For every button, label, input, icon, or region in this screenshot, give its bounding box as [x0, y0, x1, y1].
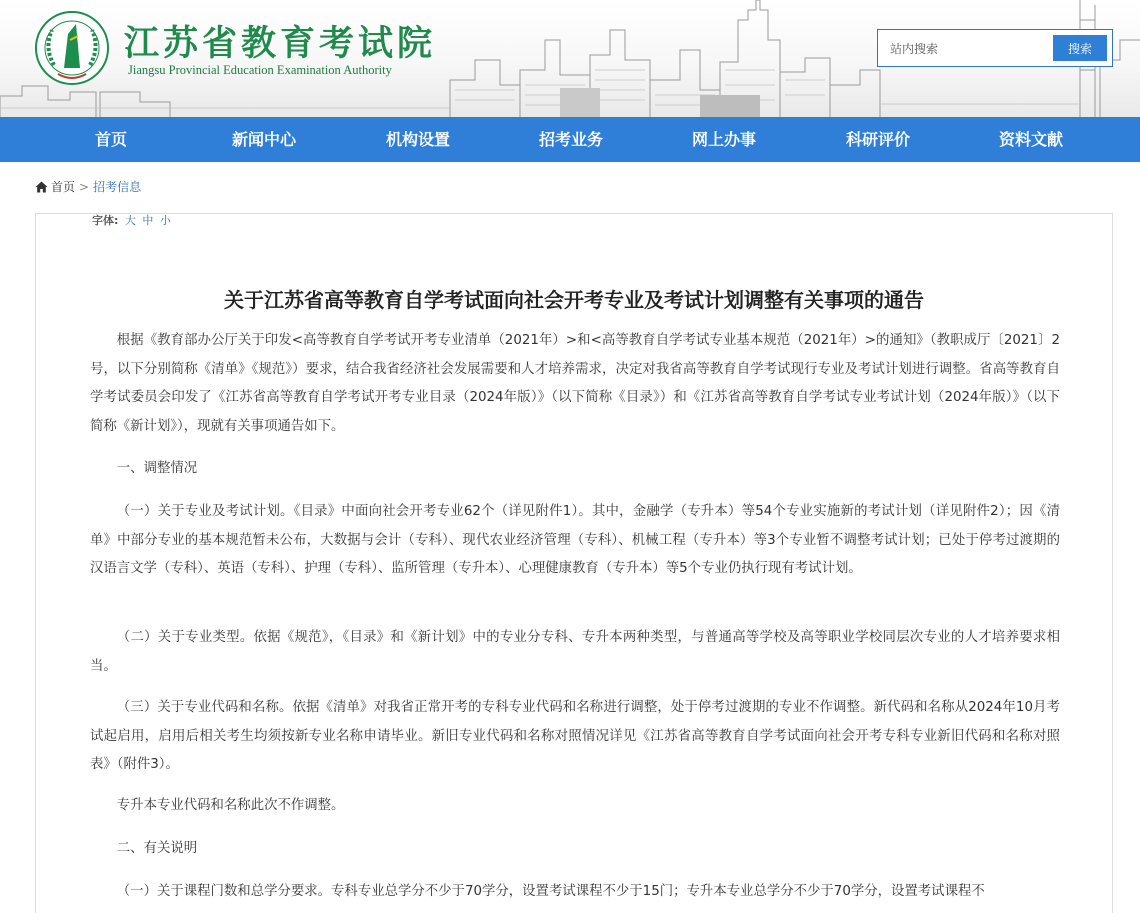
article-title: 关于江苏省高等教育自学考试面向社会开考专业及考试计划调整有关事项的通告	[224, 288, 924, 312]
main-nav	[0, 117, 1140, 162]
font-size-medium[interactable]: 中	[142, 214, 154, 227]
org-name-cn[interactable]: 江苏省教育考试院	[124, 23, 437, 64]
site-header	[0, 0, 1140, 117]
nav-item-research[interactable]: 科研评价	[845, 130, 910, 149]
article-paragraph: （一）关于课程门数和总学分要求。专科专业总学分不少于70学分，设置考试课程不少于15门；专升本专业总学分不少于70学分，设置考试课程不	[116, 884, 985, 899]
nav-item-organization[interactable]: 机构设置	[385, 130, 450, 149]
search-input[interactable]	[882, 34, 1062, 64]
breadcrumb-current-link[interactable]: 招考信息	[93, 180, 142, 194]
article-paragraph: （三）关于专业代码和名称。依据《清单》对我省正常开考的专科专业代码和名称进行调整，处于停考过渡期的专业不作调整。新代码和名称从2024年10月考试起启用，启用后相关考生均须按新专业名称申请毕业。新旧专业代码和名称对照情况详见《江苏省高等教育自学考试面向社会开考专科专业新旧代码和名称对照表》（附件3）。	[90, 700, 1060, 772]
search-box	[877, 29, 1113, 67]
nav-item-home[interactable]: 首页	[94, 130, 127, 149]
section-heading: 二、有关说明	[116, 841, 198, 856]
article-paragraph: （一）关于专业及考试计划。《目录》中面向社会开考专业62个（详见附件1）。其中，金融学（专升本）等54个专业实施新的考试计划（详见附件2）；因《清单》中部分专业的基本规范暂未公布，大数据与会计（专科）、现代农业经济管理（专科）、机械工程（专升本）等3个专业暂不调整考试计划；已处于停考过渡期的汉语言文学（专科）、英语（专科）、护理（专科）、监所管理（专升本）、心理健康教育（专升本）等5个专业仍执行现有考试计划。	[90, 504, 1060, 576]
article-panel	[35, 213, 1113, 913]
search-button[interactable]: 搜索	[1053, 35, 1107, 61]
home-icon	[35, 181, 48, 193]
nav-item-news[interactable]: 新闻中心	[231, 130, 296, 149]
breadcrumb-separator: >	[79, 180, 90, 194]
article-paragraph: 根据《教育部办公厅关于印发<高等教育自学考试开考专业清单（2021年）>和<高等教育自学考试专业基本规范（2021年）>的通知》（教职成厅〔2021〕2号，以下分别简称《清单》《规范》）要求，结合我省经济社会发展需要和人才培养需求，决定对我省高等教育自学考试现行专业及考试计划进行调整。省高等教育自学考试委员会印发了《江苏省高等教育自学考试开考专业目录（2024年版）》（以下简称《目录》）和《江苏省高等教育自学考试专业考试计划（2024年版）》（以下简称《新计划》），现就有关事项通告如下。	[90, 333, 1060, 434]
font-size-large[interactable]: 大	[124, 214, 136, 227]
font-size-switcher	[92, 212, 171, 228]
nav-item-online-services[interactable]: 网上办事	[691, 130, 756, 149]
breadcrumb	[35, 178, 141, 196]
font-size-small[interactable]: 小	[159, 214, 171, 227]
org-name-en: Jiangsu Provincial Education Examination Authority	[128, 63, 392, 77]
nav-item-documents[interactable]: 资料文献	[998, 130, 1063, 149]
breadcrumb-home-link[interactable]: 首页	[51, 180, 76, 194]
font-size-label: 字体:	[92, 214, 119, 227]
article-paragraph: （二）关于专业类型。依据《规范》，《目录》和《新计划》中的专业分专科、专升本两种类型，与普通高等学校及高等职业学校同层次专业的人才培养要求相当。	[90, 630, 1060, 674]
exam-authority-emblem-icon	[34, 10, 110, 86]
nav-item-exam-business[interactable]: 招考业务	[538, 130, 603, 149]
section-heading: 一、调整情况	[116, 461, 198, 476]
article-paragraph: 专升本专业代码和名称此次不作调整。	[116, 798, 345, 813]
